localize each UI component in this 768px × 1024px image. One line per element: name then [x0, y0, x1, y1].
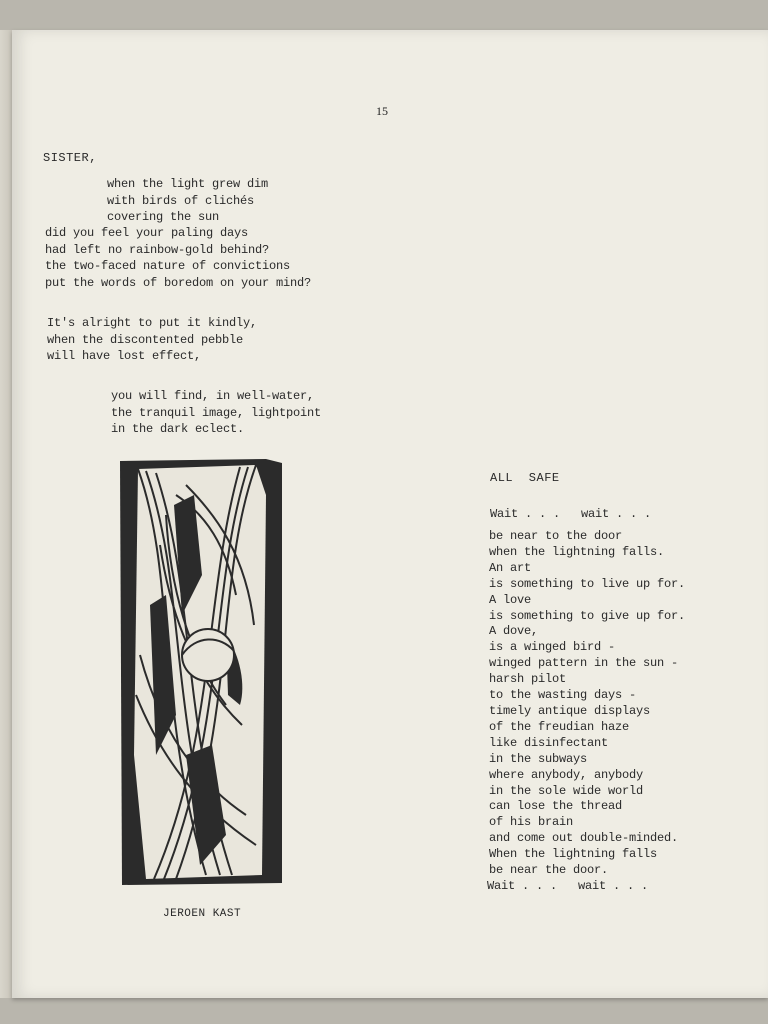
poem-line: when the light grew dim: [107, 177, 269, 191]
abstract-ink-drawing-icon: [116, 455, 284, 887]
poem2-body: [489, 529, 685, 879]
poem-line: harsh pilot: [489, 672, 567, 687]
poem-line: A love: [489, 592, 532, 607]
illustration-credit: JEROEN KAST: [163, 908, 242, 920]
poem-line: the tranquil image, lightpoint: [111, 405, 322, 420]
poem-line: did you feel your paling days: [45, 226, 249, 240]
poem-line: where anybody, anybody: [489, 767, 644, 782]
poem1-stanza1: [107, 176, 268, 226]
poem-line: when the discontented pebble: [47, 332, 244, 347]
poem1-stanza3: [47, 315, 257, 365]
poem-line: When the lightning falls: [489, 847, 658, 862]
poem-line: and come out double-minded.: [489, 831, 679, 846]
poem-line: can lose the thread: [489, 799, 623, 814]
poem-line: in the dark eclect.: [111, 422, 245, 436]
poem-line: be near the door.: [489, 863, 609, 878]
poem-line: like disinfectant: [489, 735, 609, 750]
poem-line: the two-faced nature of convictions: [45, 259, 291, 273]
poem-line: A dove,: [489, 624, 539, 639]
poem-line: An art: [489, 560, 532, 575]
poem-line: covering the sun: [107, 210, 220, 224]
poem-line: you will find, in well-water,: [111, 389, 315, 403]
poem2-title: ALL SAFE: [490, 471, 560, 485]
poem2-closing: Wait . . . wait . . .: [487, 879, 649, 893]
poem-line: is something to live up for.: [489, 576, 686, 591]
poem-line: winged pattern in the sun -: [489, 656, 679, 671]
poem-line: of the freudian haze: [489, 719, 630, 734]
poem-line: had left no rainbow-gold behind?: [45, 242, 270, 257]
poem2-opening: Wait . . . wait . . .: [490, 507, 652, 521]
poem-line: in the subways: [489, 751, 588, 766]
poem-line: timely antique displays: [489, 703, 651, 718]
poem-line: It's alright to put it kindly,: [47, 316, 258, 330]
poem-line: with birds of clichés: [107, 193, 255, 208]
page-number: 15: [376, 104, 388, 118]
poem-line: will have lost effect,: [47, 349, 202, 363]
poem-line: is something to give up for.: [489, 608, 686, 623]
poem-line: when the lightning falls.: [489, 544, 665, 559]
poem1-stanza2: [45, 225, 311, 291]
poem-line: is a winged bird -: [489, 640, 616, 655]
poem-line: put the words of boredom on your mind?: [45, 275, 312, 290]
poem-line: in the sole wide world: [489, 783, 644, 798]
poem1-title: SISTER,: [43, 151, 97, 165]
poem-line: to the wasting days -: [489, 688, 637, 703]
poem1-stanza4: [111, 388, 321, 438]
poem-line: be near to the door: [489, 529, 623, 543]
poem-line: of his brain: [489, 815, 574, 830]
